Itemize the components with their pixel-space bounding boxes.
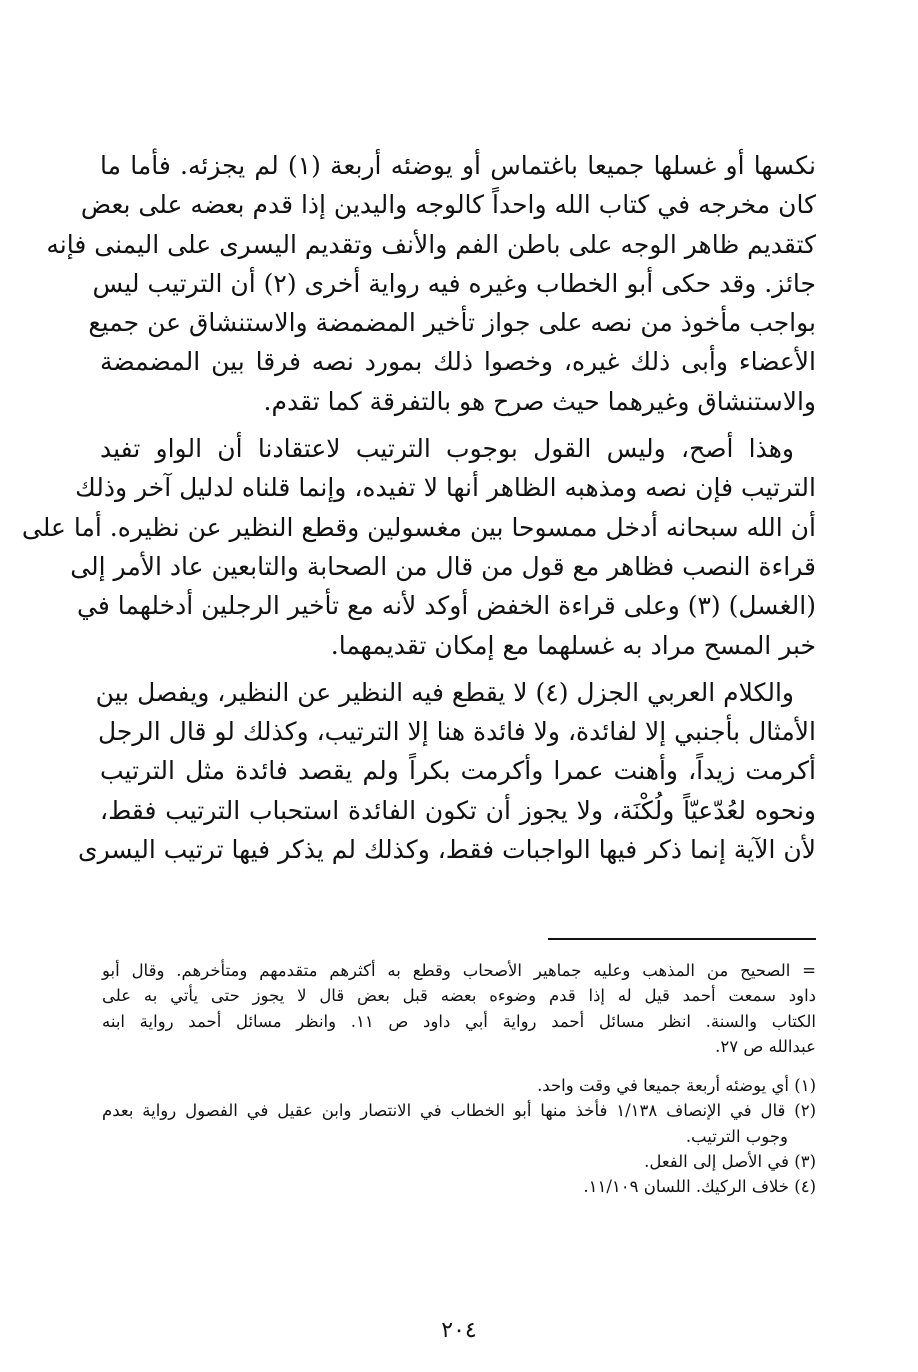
footnote-line: = الصحيح من المذهب وعليه جماهير الأصحاب وقطع به أكثرهم متقدمهم ومتأخرهم. وقال أبو [102, 961, 816, 980]
page-number: ٢٠٤ [441, 1318, 477, 1343]
text-line: خبر المسح مراد به غسلهما مع إمكان تقديمهما. [330, 630, 816, 660]
text-line: والاستنشاق وغيرهما حيث صرح هو بالتفرقة كما تقدم. [263, 386, 816, 416]
text-line: والكلام العربي الجزل (٤) لا يقطع فيه النظير عن النظير، ويفصل بين [95, 677, 794, 707]
text-line: الأعضاء وأبى ذلك غيره، وخصوا ذلك بمورد نصه فرقا بين المضمضة [100, 347, 816, 377]
footnote-line: عبدالله ص ٢٧. [715, 1036, 816, 1056]
text-line: وهذا أصح، وليس القول بوجوب الترتيب لاعتقادنا أن الواو تفيد [100, 434, 794, 464]
footnotes [102, 958, 816, 1200]
footnote-1: (١) أي يوضئه أربعة جميعا في وقت واحد. [537, 1076, 816, 1096]
text-line: بواجب مأخوذ من نصه على جواز تأخير المضمضة والاستنشاق عن جميع [88, 308, 816, 338]
text-line: لأن الآية إنما ذكر فيها الواجبات فقط، وكذلك لم يذكر فيها ترتيب اليسرى [78, 835, 816, 865]
text-line: جائز. وقد حكى أبو الخطاب وغيره فيه رواية أخرى (٢) أن الترتيب ليس [92, 268, 816, 298]
main-text [21, 146, 817, 869]
footnote-2: (٢) قال في الإنصاف ١/١٣٨ فأخذ منها أبو الخطاب في الانتصار وابن عقيل في الفصول رواية بعدم [102, 1101, 816, 1121]
text-line: أكرمت زيداً، وأهنت عمرا وأكرمت بكراً ولم يقصد فائدة مثل الترتيب [100, 756, 816, 786]
footnote-line: الكتاب والسنة. انظر مسائل أحمد رواية أبي داود ص ١١. وانظر مسائل أحمد رواية ابنه [102, 1011, 816, 1031]
text-line: قراءة النصب فظاهر مع قول من قال من الصحابة والتابعين عاد الأمر إلى [70, 551, 816, 581]
text-line: نكسها أو غسلها جميعا باغتماس أو يوضئه أربعة (١) لم يجزئه. فأما ما [100, 151, 817, 180]
footnote-2-continuation: وجوب الترتيب. [685, 1126, 788, 1146]
footnote-3: (٣) في الأصل إلى الفعل. [644, 1152, 816, 1172]
text-line: الترتيب فإن نصه ومذهبه الظاهر أنها لا تفيده، وإنما قلناه لدليل آخر وذلك [75, 473, 816, 503]
text-line: (الغسل) (٣) وعلى قراءة الخفض أوكد لأنه مع تأخير الرجلين أدخلهما في [77, 591, 816, 621]
text-line: أن الله سبحانه أدخل ممسوحا بين مغسولين وقطع النظير عن نظيره. أما على [21, 512, 816, 542]
footnote-4: (٤) خلاف الركيك. اللسان ١١/١٠٩. [583, 1177, 816, 1197]
footnote-line: داود سمعت أحمد قيل له إذا قدم وضوءه بعضه قبل بعض قال لا يجوز حتى يأتي به على [102, 986, 816, 1006]
text-line: الأمثال بأجنبي إلا لفائدة، ولا فائدة هنا إلا الترتيب، وكذلك لو قال الرجل [97, 717, 816, 747]
footnote-divider [548, 938, 816, 940]
text-line: كان مخرجه في كتاب الله واحداً كالوجه واليدين إذا قدم بعضه على بعض [80, 190, 816, 220]
text-line: كتقديم ظاهر الوجه على باطن الفم والأنف وتقديم اليسرى على اليمنى فإنه [46, 229, 816, 259]
text-line: ونحوه لعُدّعيّاً ولُكْنَة، ولا يجوز أن تكون الفائدة استحباب الترتيب فقط، [100, 795, 816, 825]
